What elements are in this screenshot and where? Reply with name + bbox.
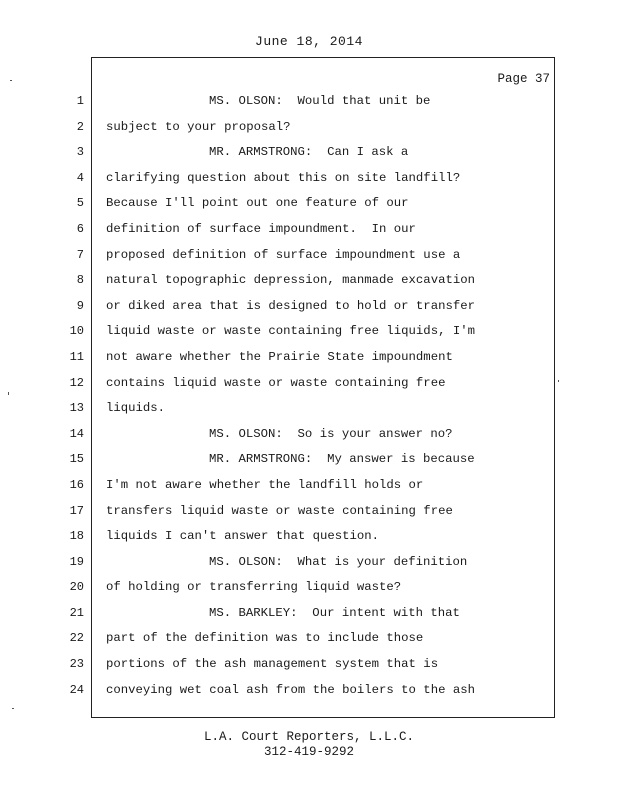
line-number: 17 <box>69 503 84 518</box>
transcript-line: clarifying question about this on site landfill? <box>106 170 461 185</box>
line-number: 5 <box>76 196 84 211</box>
transcript-line: or diked area that is designed to hold or transfer <box>106 298 475 313</box>
footer <box>0 730 618 760</box>
transcript-line: definition of surface impoundment. In our <box>106 221 416 236</box>
transcript-line: part of the definition was to include those <box>106 631 424 646</box>
transcript-line: liquids. <box>106 401 166 416</box>
transcript-line: contains liquid waste or waste containing free <box>106 375 446 390</box>
transcript-line: conveying wet coal ash from the boilers to the ash <box>106 682 475 697</box>
scan-speck <box>10 80 12 81</box>
transcript-line: proposed definition of surface impoundment use a <box>106 247 461 262</box>
court-reporter-phone: 312-419-9292 <box>263 745 354 759</box>
transcript-text <box>106 89 546 703</box>
line-number: 9 <box>76 298 84 313</box>
line-number: 4 <box>76 170 84 185</box>
line-number: 23 <box>69 657 84 672</box>
line-number: 12 <box>69 375 84 390</box>
scan-speck <box>8 392 9 395</box>
line-number: 7 <box>76 247 84 262</box>
transcript-line: MS. OLSON: What is your definition <box>209 554 468 569</box>
transcript-line: liquids I can't answer that question. <box>106 529 380 544</box>
transcript-line: Because I'll point out one feature of our <box>106 196 409 211</box>
header-date: June 18, 2014 <box>255 34 363 49</box>
line-number: 24 <box>69 682 84 697</box>
transcript-line: transfers liquid waste or waste containing free <box>106 503 453 518</box>
page-number: Page 37 <box>497 72 550 86</box>
transcript-line: portions of the ash management system that is <box>106 657 439 672</box>
scan-speck <box>558 380 559 382</box>
line-number: 18 <box>69 529 84 544</box>
line-number-column <box>58 89 84 703</box>
transcript-line: MR. ARMSTRONG: My answer is because <box>209 452 475 467</box>
transcript-line: MR. ARMSTRONG: Can I ask a <box>209 145 409 160</box>
scan-speck <box>12 708 14 709</box>
transcript-line: MS. OLSON: So is your answer no? <box>209 426 453 441</box>
transcript-line: subject to your proposal? <box>106 119 291 134</box>
line-number: 21 <box>69 605 84 620</box>
transcript-line: MS. BARKLEY: Our intent with that <box>209 605 460 620</box>
line-number: 11 <box>69 349 84 364</box>
transcript-line: not aware whether the Prairie State impoundment <box>106 349 453 364</box>
transcript-line: I'm not aware whether the landfill holds or <box>106 477 424 492</box>
line-number: 22 <box>69 631 84 646</box>
line-number: 8 <box>76 273 84 288</box>
court-reporter-name: L.A. Court Reporters, L.L.C. <box>203 730 415 744</box>
line-number: 15 <box>69 452 84 467</box>
line-number: 1 <box>76 94 84 108</box>
line-number: 3 <box>76 145 84 160</box>
line-number: 14 <box>69 426 84 441</box>
transcript-line: liquid waste or waste containing free liquids, I'm <box>106 324 475 339</box>
transcript-line: of holding or transferring liquid waste? <box>106 580 402 595</box>
line-number: 16 <box>69 477 84 492</box>
transcript-line: natural topographic depression, manmade excavation <box>106 273 475 288</box>
line-number: 13 <box>69 401 84 416</box>
line-number: 2 <box>76 119 84 134</box>
line-number: 10 <box>69 324 84 339</box>
line-number: 6 <box>76 221 84 236</box>
transcript-line: MS. OLSON: Would that unit be <box>209 94 431 108</box>
line-number: 19 <box>69 554 84 569</box>
line-number: 20 <box>69 580 84 595</box>
